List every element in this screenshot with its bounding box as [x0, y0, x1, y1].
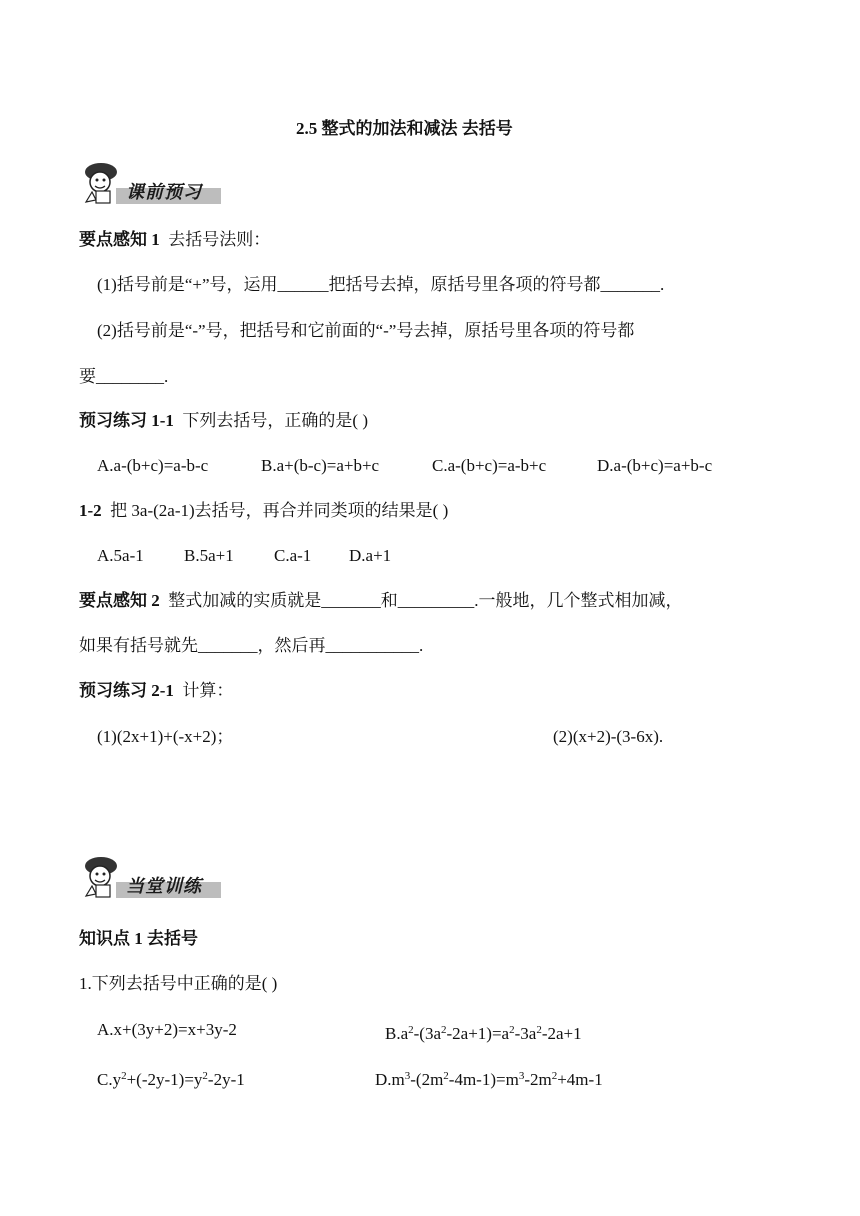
p11-option-a: A.a-(b+c)=a-b-c [97, 456, 209, 475]
s2-line-a [79, 590, 683, 612]
page-title: 2.5 整式的加法和减法 去括号 [296, 119, 513, 138]
banner-label: 课前预习 [126, 182, 202, 203]
s1-heading-line [79, 229, 270, 251]
p12-text: 把 3a-(2a-1)去括号，再合并同类项的结果是( ) [110, 501, 449, 520]
q1-option-b: $B.a^2-(3a^2-2a+1)=a^2-3a^2-2a+1$ [385, 1024, 582, 1043]
class-banner [76, 852, 226, 904]
p12-option-d: D.a+1 [349, 546, 392, 565]
s1-rule2a: (2)括号前是“-”号，把括号和它前面的“-”号去掉，原括号里各项的符号都 [97, 321, 635, 340]
q1-option-c: $C.y^2+(-2y-1)=y^2-2y-1$ [97, 1070, 245, 1089]
q1-text: 1.下列去括号中正确的是( ) [79, 974, 278, 993]
s2-text-a: 整式加减的实质就是_______和_________.一般地，几个整式相加减， [168, 591, 683, 610]
p11-option-c: C.a-(b+c)=a-b+c [432, 456, 547, 475]
p12-option-c: C.a-1 [274, 546, 312, 565]
p11-heading: 预习练习 1-1 [79, 411, 174, 430]
s1-heading-rest: 去括号法则： [168, 230, 271, 249]
q1-option-a: A.x+(3y+2)=x+3y-2 [97, 1020, 237, 1039]
p21-heading: 预习练习 2-1 [79, 681, 174, 700]
s1-rule1: (1)括号前是“+”号，运用______把括号去掉，原括号里各项的符号都_______. [97, 275, 665, 294]
p12-line [79, 500, 448, 522]
s1-rule2b: 要________. [79, 367, 169, 386]
p21-line [79, 680, 233, 702]
q1-option-d: $D.m^3-(2m^2-4m-1)=m^3-2m^2+4m-1$ [375, 1070, 603, 1089]
p11-line [79, 410, 368, 432]
s2-heading: 要点感知 2 [79, 591, 160, 610]
s2-text-b: 如果有括号就先_______，然后再___________. [79, 636, 424, 655]
k1-heading: 知识点 1 去括号 [79, 929, 198, 948]
preview-banner [76, 158, 226, 210]
p11-option-b: B.a+(b-c)=a+b+c [261, 456, 380, 475]
p12-option-a: A.5a-1 [97, 546, 144, 565]
p12-heading: 1-2 [79, 501, 102, 520]
s1-heading: 要点感知 1 [79, 230, 160, 249]
p21-item1: (1)(2x+1)+(-x+2)； [97, 727, 234, 746]
p11-option-d: D.a-(b+c)=a+b-c [597, 456, 713, 475]
p12-option-b: B.5a+1 [184, 546, 234, 565]
p21-text: 计算： [182, 681, 234, 700]
p11-text: 下列去括号，正确的是( ) [182, 411, 368, 430]
p21-item2: (2)(x+2)-(3-6x). [553, 727, 664, 746]
banner-label: 当堂训练 [126, 876, 202, 897]
